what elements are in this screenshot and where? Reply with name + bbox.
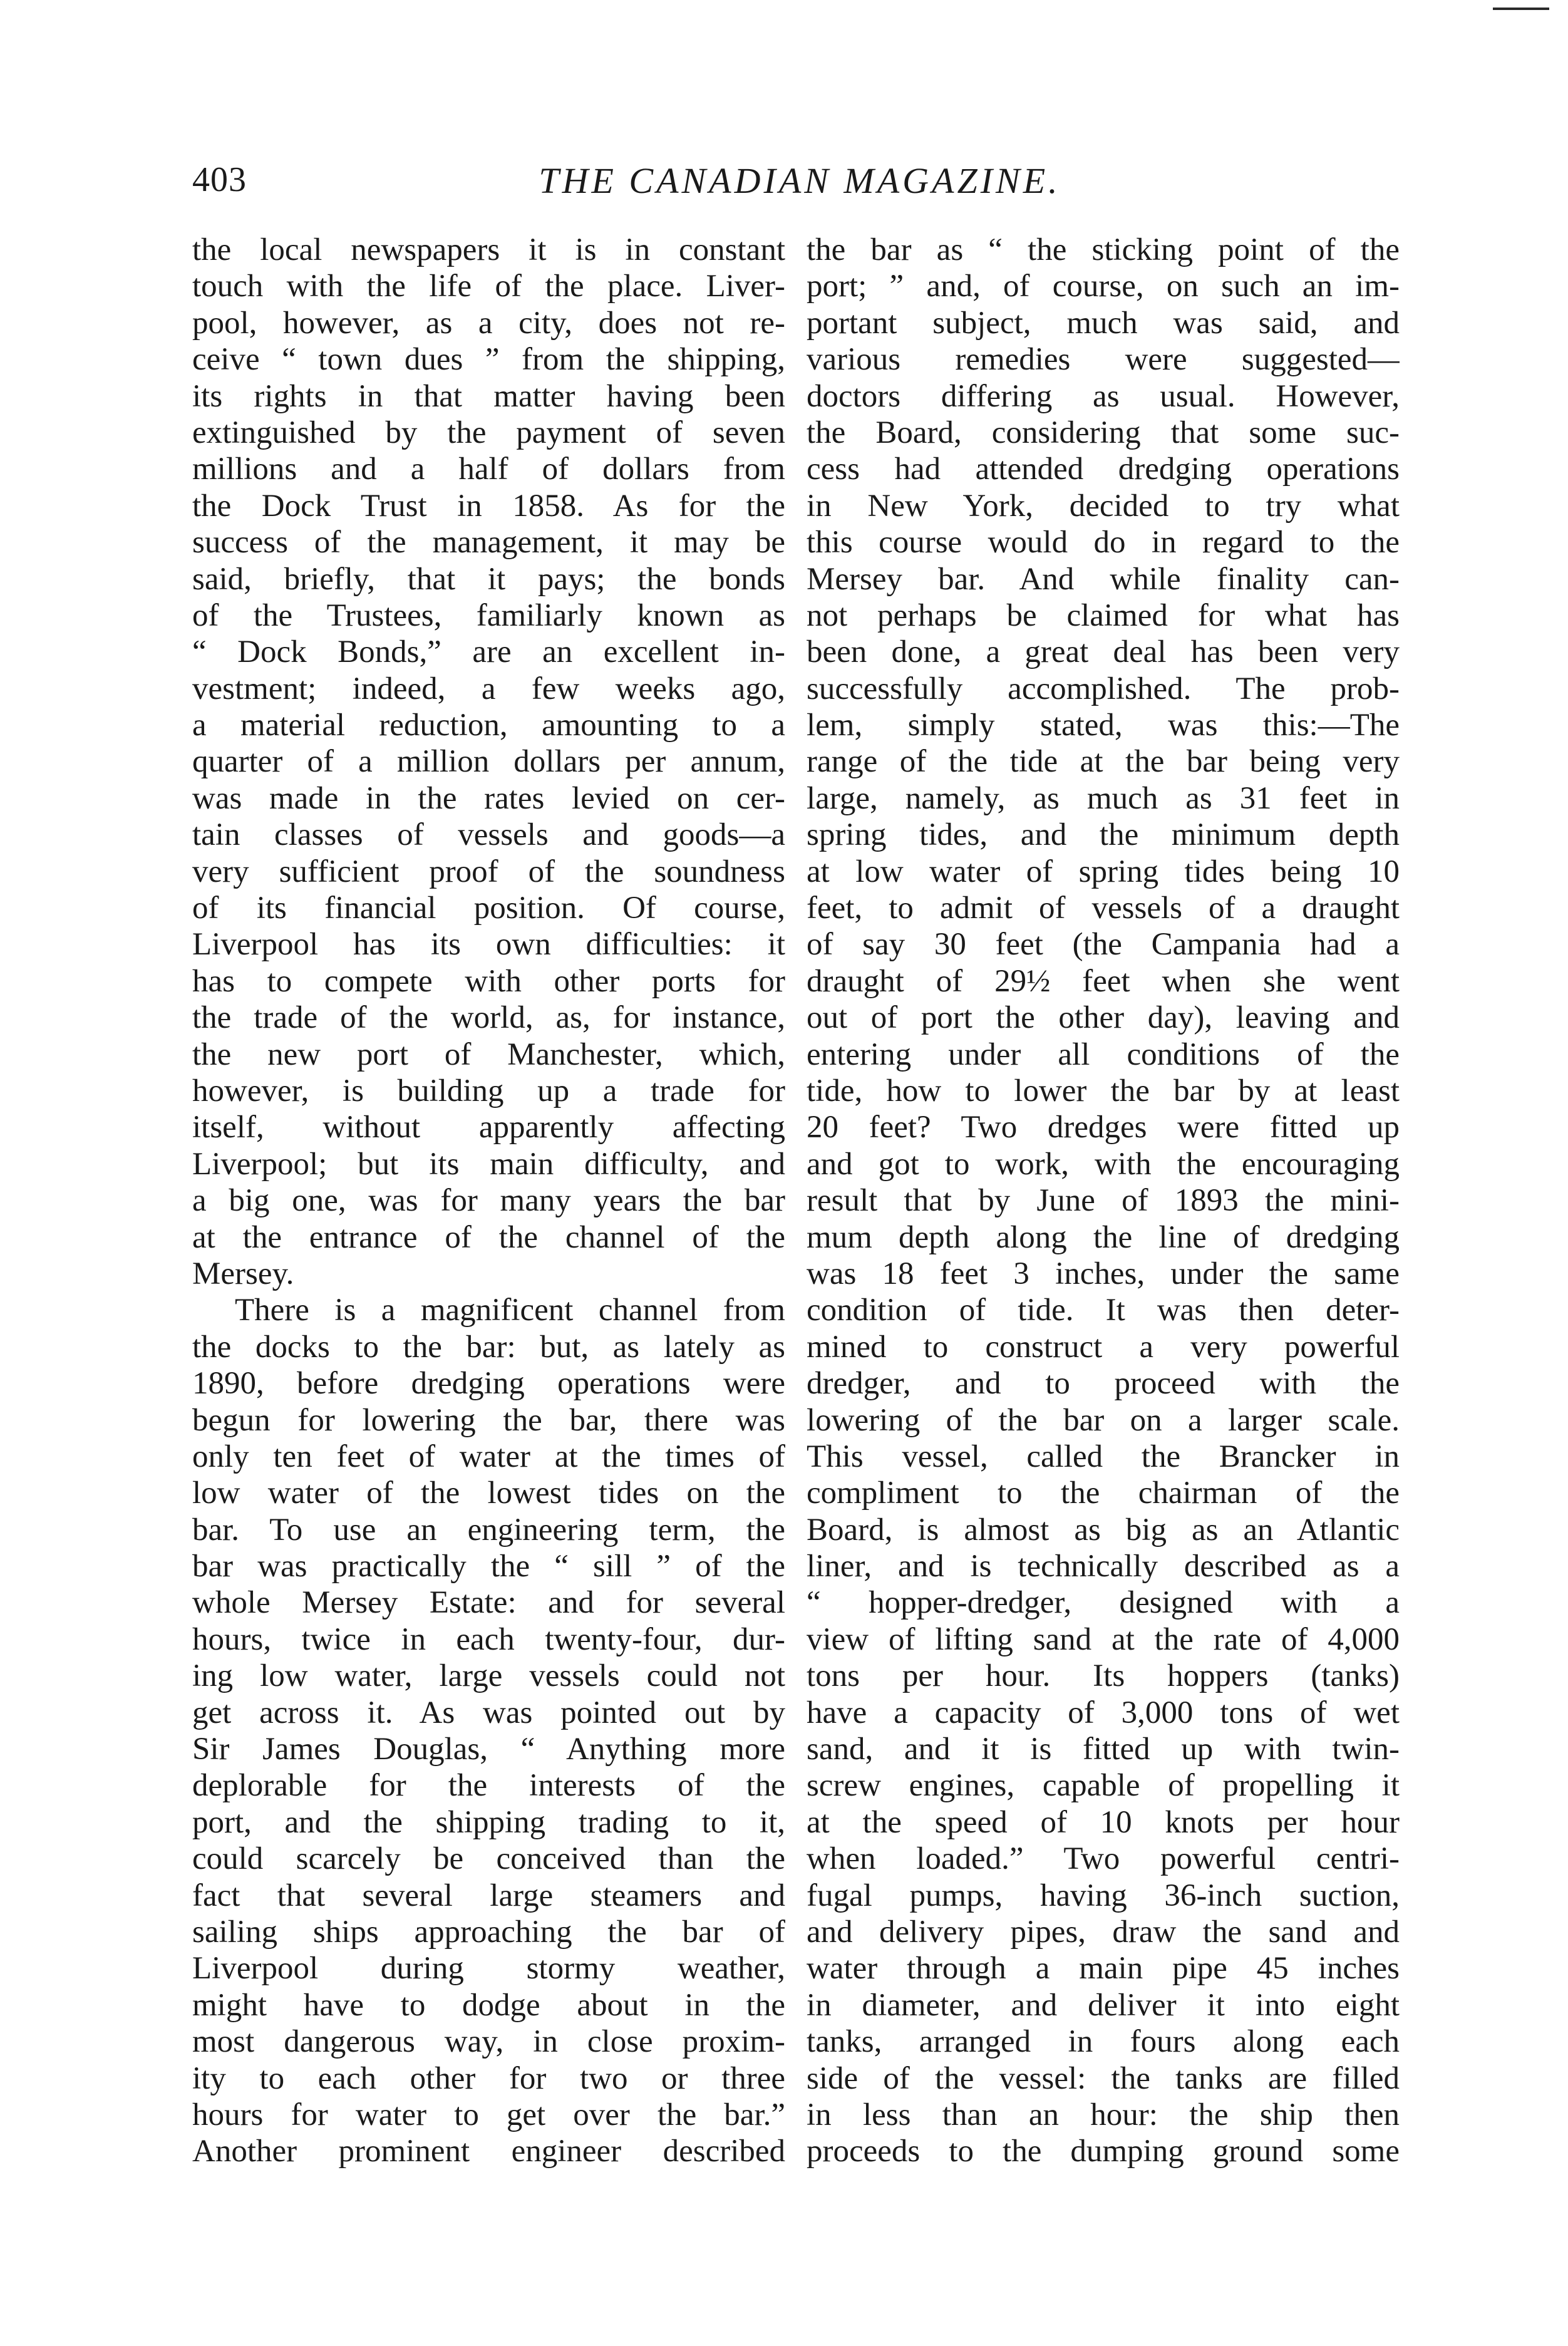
text-line: doctors differing as usual. However, xyxy=(807,378,1400,414)
text-line: vestment; indeed, a few weeks ago, xyxy=(192,671,785,706)
text-line: of the Trustees, familiarly known as xyxy=(192,597,785,633)
corner-rule xyxy=(1493,8,1549,10)
text-line: the Dock Trust in 1858. As for the xyxy=(192,488,785,524)
text-line: port, and the shipping trading to it, xyxy=(192,1804,785,1840)
text-line: very sufficient proof of the soundness xyxy=(192,854,785,889)
text-line: This vessel, called the Brancker in xyxy=(807,1439,1400,1474)
text-line: its rights in that matter having been xyxy=(192,378,785,414)
text-line: mined to construct a very powerful xyxy=(807,1329,1400,1365)
page-header xyxy=(192,160,1407,216)
text-line: been done, a great deal has been very xyxy=(807,634,1400,670)
text-line: liner, and is technically described as a xyxy=(807,1549,1400,1584)
text-line: in diameter, and deliver it into eight xyxy=(807,1987,1400,2023)
text-line: ity to each other for two or three xyxy=(192,2060,785,2096)
text-line: this course would do in regard to the xyxy=(807,525,1400,561)
text-line: side of the vessel: the tanks are filled xyxy=(807,2060,1400,2096)
text-line: a big one, was for many years the bar xyxy=(192,1183,785,1219)
text-line: cess had attended dredging operations xyxy=(807,452,1400,487)
text-line: the new port of Manchester, which, xyxy=(192,1036,785,1072)
text-line: tons per hour. Its hoppers (tanks) xyxy=(807,1658,1400,1694)
text-line: draught of 29½ feet when she went xyxy=(807,963,1400,999)
text-line: range of the tide at the bar being very xyxy=(807,744,1400,780)
text-line: extinguished by the payment of seven xyxy=(192,415,785,450)
text-line: whole Mersey Estate: and for several xyxy=(192,1585,785,1621)
text-line: lowering of the bar on a larger scale. xyxy=(807,1402,1400,1438)
text-line: itself, without apparently affecting xyxy=(192,1110,785,1145)
text-line: sailing ships approaching the bar of xyxy=(192,1914,785,1950)
text-line: successfully accomplished. The prob- xyxy=(807,671,1400,706)
text-line: 1890, before dredging operations were xyxy=(192,1366,785,1402)
text-line: Sir James Douglas, “ Anything more xyxy=(192,1732,785,1767)
text-line: sand, and it is fitted up with twin- xyxy=(807,1732,1400,1767)
text-line: has to compete with other ports for xyxy=(192,963,785,999)
text-line: in less than an hour: the ship then xyxy=(807,2097,1400,2132)
text-line: when loaded.” Two powerful centri- xyxy=(807,1841,1400,1877)
text-line: at the entrance of the channel of the xyxy=(192,1219,785,1255)
text-line: tanks, arranged in fours along each xyxy=(807,2024,1400,2060)
text-line: dredger, and to proceed with the xyxy=(807,1366,1400,1402)
text-line: Liverpool during stormy weather, xyxy=(192,1951,785,1987)
text-line: not perhaps be claimed for what has xyxy=(807,597,1400,633)
text-line: out of port the other day), leaving and xyxy=(807,1000,1400,1036)
text-line: various remedies were suggested— xyxy=(807,342,1400,378)
text-line: in New York, decided to try what xyxy=(807,488,1400,524)
text-line: and delivery pipes, draw the sand and xyxy=(807,1914,1400,1950)
text-line: “ hopper-dredger, designed with a xyxy=(807,1585,1400,1621)
text-line: bar. To use an engineering term, the xyxy=(192,1512,785,1548)
text-line: Board, is almost as big as an Atlantic xyxy=(807,1512,1400,1548)
text-line: begun for lowering the bar, there was xyxy=(192,1402,785,1438)
text-line: view of lifting sand at the rate of 4,000 xyxy=(807,1621,1400,1657)
text-line: mum depth along the line of dredging xyxy=(807,1219,1400,1255)
text-line: Liverpool; but its main difficulty, and xyxy=(192,1146,785,1182)
text-line: the docks to the bar: but, as lately as xyxy=(192,1329,785,1365)
text-line: hours for water to get over the bar.” xyxy=(192,2097,785,2132)
text-line: large, namely, as much as 31 feet in xyxy=(807,780,1400,816)
text-line: the bar as “ the sticking point of the xyxy=(807,232,1400,267)
text-line: have a capacity of 3,000 tons of wet xyxy=(807,1695,1400,1730)
text-line: most dangerous way, in close proxim- xyxy=(192,2024,785,2060)
text-line: 20 feet? Two dredges were fitted up xyxy=(807,1110,1400,1145)
text-line: said, briefly, that it pays; the bonds xyxy=(192,561,785,597)
page-number: 403 xyxy=(192,160,247,199)
text-line: the Board, considering that some suc- xyxy=(807,415,1400,450)
text-line: compliment to the chairman of the xyxy=(807,1475,1400,1511)
text-line: Mersey bar. And while finality can- xyxy=(807,561,1400,597)
text-line: touch with the life of the place. Liver- xyxy=(192,269,785,304)
text-line: success of the management, it may be xyxy=(192,525,785,561)
text-line: result that by June of 1893 the mini- xyxy=(807,1183,1400,1219)
text-line: ceive “ town dues ” from the shipping, xyxy=(192,342,785,378)
text-line: was 18 feet 3 inches, under the same xyxy=(807,1256,1400,1291)
text-line: fact that several large steamers and xyxy=(192,1878,785,1913)
text-line: tain classes of vessels and goods—a xyxy=(192,817,785,853)
text-line: quarter of a million dollars per annum, xyxy=(192,744,785,780)
text-line: at low water of spring tides being 10 xyxy=(807,854,1400,889)
text-line: “ Dock Bonds,” are an excellent in- xyxy=(192,634,785,670)
text-line: get across it. As was pointed out by xyxy=(192,1695,785,1730)
text-line: ing low water, large vessels could not xyxy=(192,1658,785,1694)
text-line: Mersey. xyxy=(192,1256,294,1291)
text-line: condition of tide. It was then deter- xyxy=(807,1293,1400,1328)
text-line: screw engines, capable of propelling it xyxy=(807,1768,1400,1804)
text-line: There is a magnificent channel from xyxy=(235,1293,785,1328)
text-line: bar was practically the “ sill ” of the xyxy=(192,1549,785,1584)
text-line: the trade of the world, as, for instance, xyxy=(192,1000,785,1036)
running-title: THE CANADIAN MAGAZINE. xyxy=(539,160,1061,201)
text-line: proceeds to the dumping ground some xyxy=(807,2134,1400,2169)
text-line: however, is building up a trade for xyxy=(192,1073,785,1108)
text-line: water through a main pipe 45 inches xyxy=(807,1951,1400,1987)
text-line: portant subject, much was said, and xyxy=(807,305,1400,341)
text-line: was made in the rates levied on cer- xyxy=(192,780,785,816)
text-line: low water of the lowest tides on the xyxy=(192,1475,785,1511)
text-line: of say 30 feet (the Campania had a xyxy=(807,927,1400,963)
text-line: and got to work, with the encouraging xyxy=(807,1146,1400,1182)
text-line: a material reduction, amounting to a xyxy=(192,708,785,743)
text-line: Liverpool has its own difficulties: it xyxy=(192,927,785,963)
text-line: hours, twice in each twenty-four, dur- xyxy=(192,1621,785,1657)
text-line: only ten feet of water at the times of xyxy=(192,1439,785,1474)
text-line: deplorable for the interests of the xyxy=(192,1768,785,1804)
text-line: might have to dodge about in the xyxy=(192,1987,785,2023)
right-column xyxy=(807,232,1400,2211)
text-line: of its financial position. Of course, xyxy=(192,891,785,926)
text-line: spring tides, and the minimum depth xyxy=(807,817,1400,853)
text-line: pool, however, as a city, does not re- xyxy=(192,305,785,341)
text-line: entering under all conditions of the xyxy=(807,1036,1400,1072)
text-line: the local newspapers it is in constant xyxy=(192,232,785,267)
text-line: millions and a half of dollars from xyxy=(192,452,785,487)
text-line: lem, simply stated, was this:—The xyxy=(807,708,1400,743)
text-line: at the speed of 10 knots per hour xyxy=(807,1804,1400,1840)
text-line: fugal pumps, having 36-inch suction, xyxy=(807,1878,1400,1913)
text-line: feet, to admit of vessels of a draught xyxy=(807,891,1400,926)
left-column xyxy=(192,232,785,2211)
text-line: Another prominent engineer described xyxy=(192,2134,785,2169)
text-line: tide, how to lower the bar by at least xyxy=(807,1073,1400,1108)
text-line: port; ” and, of course, on such an im- xyxy=(807,269,1400,304)
text-line: could scarcely be conceived than the xyxy=(192,1841,785,1877)
